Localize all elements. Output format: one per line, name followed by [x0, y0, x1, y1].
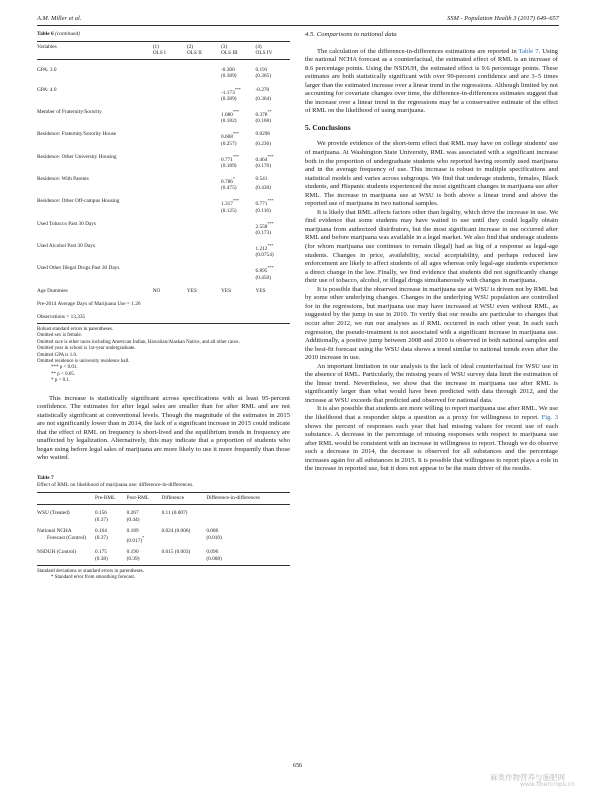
- table7-row: [37, 523, 290, 535]
- table6-cell: [187, 192, 221, 208]
- table7-post: 0.267: [126, 510, 139, 517]
- table6-cell: [187, 169, 221, 185]
- table6-significance-note: ** p < 0.05.: [51, 371, 76, 377]
- table6-footer-row: [37, 307, 290, 323]
- table6: [37, 41, 290, 324]
- conclusions-paragraph-3: It is possible that the observed increase in marijuana use at WSU is driven not by RML but by some other underlying changes. Changes in the underlying WSU population are controlled for in the regressions, but marijuana use may have increased at WSU even without RML, as suggested by the jump in use in 2010. To verify that our results are particular to changes that occur after 2012, we run our analyses as if RML occurred in each other year. In each such regression, the pseudo-treatment is not associated with a significant increase in marijuana use. Additionally, a positive jump between 2008 and 2010 is observed in both national samples and the best-fit forecast using the WSU data shows a trend similar to national trends even after the 2010 increase in use.: [305, 285, 558, 362]
- table6-cell: 0.668***: [221, 131, 239, 140]
- table6-footer-cell: Observations = 13,335: [37, 313, 86, 320]
- table6-cell: 0.771***: [255, 198, 274, 208]
- table7-note: Standard deviations or standard errors in parentheses.: [37, 568, 145, 574]
- table6-row-label: Age Dummies: [37, 287, 68, 294]
- conclusions-paragraph-5: [305, 405, 558, 473]
- section-4-5-paragraph: [305, 48, 558, 116]
- running-header-authors: A.M. Miller et al.: [37, 15, 82, 22]
- table6-cell: [187, 259, 221, 275]
- table6-se-cell: (0.475): [221, 185, 237, 192]
- table7-post-se: (0.017)*: [126, 534, 145, 544]
- table6-cell: [153, 237, 187, 253]
- significance-stars: ***: [267, 153, 274, 159]
- figure3-link[interactable]: Fig. 3: [541, 413, 559, 421]
- table6-note: Omitted residence is university residence hall.: [37, 358, 130, 364]
- conclusions-paragraph-2: It is likely that RML affects factors other than legality, which drive the increase in use. We find evidence that some students may have waited to use until they could legally obtain marijuana from authorized distributors, but the most significant increase in use occurred after RML and before marijuana was available in a legal market. We also find that underage students (for whom marijuana use continues to remain illegal) had as big of a response as legal-age students. Changes in price, availability, social acceptability, and perhaps reduced law enforcement are likely to affect students of all ages whereas only legal-age students experience a direct change in the law. Finally, we find evidence that students did not significantly change their use of tobacco, alcohol, or illegal drugs simultaneously with changes in marijuana.: [305, 208, 558, 285]
- table7-label: Table 7: [37, 474, 54, 481]
- conclusions-paragraph-4: An important limitation in our analysis is the lack of ideal counterfactual for WSU use in the absence of RML. Particularly, the missing years of WSU survey data limit the estimation of the linear trend. Nevertheless, we show that the increase in marijuana use after RML is significantly larger than what would have been predicted with data through 2012, and the increase at WSU exceeds that predicted and observed for national data.: [305, 362, 558, 404]
- table6-cell: 0.378**: [255, 108, 272, 118]
- table7-difference: 0.024 (0.006): [161, 528, 191, 535]
- table6-row: [37, 169, 290, 185]
- table6-cell: 6.895***: [255, 265, 274, 275]
- table7-did-se: (0.010): [206, 534, 222, 541]
- significance-stars: **: [267, 108, 272, 114]
- table6-cell: [187, 60, 221, 74]
- table6-footer-cell: Pre-2014 Average Days of Marijuana Use = 1.26: [37, 300, 141, 307]
- table7-did: 0.086: [206, 528, 219, 535]
- table6-cell: [187, 80, 221, 96]
- table6-row-label: Residence: Other University Housing: [37, 153, 117, 160]
- table7-did: 0.096: [206, 549, 219, 556]
- table6-cell: [153, 102, 187, 118]
- table6-cell: [221, 259, 255, 275]
- table7-caption: [37, 475, 290, 489]
- table7-row: [37, 544, 290, 556]
- p1-text-b: . Using the national NCHA forecast as a counterfactual, the estimated effect of RML is an increase of 8.6 percentage points. Using the NSDUH, the estimated effect is 9.6 percentage points. These estimates are both statistically significant with over 99-percent confidence and are 3–5 times larger than the estimated increase over a linear trend in the regressions. Although limited by not accounting for covariate changes over time, the difference-in-differences estimates suggest that the increase over a linear trend in the regressions may be a conservative estimate of the effect of RML on the likelihood of using marijuana.: [305, 47, 558, 115]
- right-column: [305, 31, 558, 474]
- watermark-url: www.fibercrops.cn: [520, 781, 575, 788]
- table6-se-cell: (0.0754): [255, 252, 274, 259]
- table7-row: [37, 505, 290, 517]
- page-number: 656: [292, 762, 303, 769]
- table6-se-cell: (0.173): [255, 229, 271, 236]
- table6-note: Omitted race is other races including American Indian, Hawaiian/Alaskan Native, and all other races.: [37, 339, 240, 345]
- table7-column-header: Pre-RML: [95, 492, 127, 504]
- table7-column-header: Difference-in-differences: [206, 492, 290, 504]
- significance-stars: *: [232, 175, 235, 181]
- table6-se-cell: (0.170): [255, 162, 271, 169]
- table7-difference-se: [162, 535, 207, 544]
- table6-se-cell: (0.182): [221, 118, 237, 125]
- table7-post: 0.190: [126, 549, 139, 556]
- table7-difference-se: [162, 556, 207, 566]
- table6-row-label: GPA: 3.0: [37, 66, 57, 73]
- table6-cell: [187, 125, 221, 141]
- table7-column-header: Post-RML: [127, 492, 162, 504]
- table6-row: [37, 147, 290, 163]
- table6-column-header: (4) OLS IV: [256, 42, 290, 60]
- table6-cell: 0.786*: [221, 175, 235, 185]
- table6-column-header: (2) OLS II: [187, 42, 221, 60]
- table6-cell: [187, 102, 221, 118]
- table7-difference: 0.11 (0.007): [161, 510, 188, 517]
- p1-text-a: The calculation of the difference-in-differences estimations are reported in: [317, 47, 519, 55]
- table6-caption: [37, 31, 290, 38]
- table7-post-se: (0.44): [126, 516, 140, 523]
- table6-cell: [187, 214, 221, 230]
- table6-cell: -0.270: [255, 86, 270, 93]
- table6-se-cell: (0.236): [255, 140, 271, 147]
- table6-label: Table 6: [37, 31, 54, 37]
- table6-cell: 1.317***: [221, 198, 239, 208]
- table6-cell: [153, 169, 187, 185]
- p6-text-a: It is also possible that students are more willing to report marijuana use after RML. We use the likelihood that a responder skips a question as a proxy for willingness to report.: [305, 405, 558, 421]
- table7-note: * Standard error from smoothing forecast.: [51, 575, 136, 581]
- table6-note: Robust standard errors in parentheses.: [37, 326, 114, 332]
- table6-se-cell: (0.257): [221, 140, 237, 147]
- table6-body: [37, 60, 290, 323]
- table7-post: 0.189: [126, 528, 139, 535]
- table7-row-label: NSDUH (Control): [37, 549, 77, 556]
- table6-se-cell: (0.430): [255, 185, 271, 192]
- table7-link[interactable]: Table 7: [518, 47, 539, 55]
- table7-pre: 0.164: [95, 528, 107, 535]
- table7-se-row: [37, 535, 290, 544]
- table6-se-cell: (0.365): [255, 73, 271, 80]
- table6-cell: [153, 147, 187, 163]
- table6-se-cell: (0.125): [221, 207, 237, 214]
- significance-stars: ***: [232, 108, 239, 114]
- table6-row: [37, 237, 290, 253]
- table6-cell: [153, 125, 187, 141]
- table6-row-label: Used Tobacco Past 30 Days: [37, 220, 96, 227]
- table6-note: Omitted year in school is 1st-year undergraduate.: [37, 346, 136, 352]
- table6-row: [37, 214, 290, 230]
- table7-row-label-cont: Forecast (Control): [47, 534, 86, 541]
- table6-cell: -0.300: [221, 66, 235, 73]
- table7-se-row: [37, 556, 290, 566]
- table6-column-header: (3) OLS III: [221, 42, 255, 60]
- section-4-5-heading: 4.5. Comparisons to national data: [305, 31, 397, 38]
- section-5-heading: 5. Conclusions: [305, 122, 351, 132]
- table6-cell: [153, 80, 187, 96]
- table6-se-cell: (0.364): [255, 95, 271, 102]
- table6-row: [37, 125, 290, 141]
- table6-cell: 1.080***: [221, 108, 239, 118]
- table6-cell: YES: [186, 287, 197, 294]
- table7-pre: 0.156: [95, 510, 107, 517]
- table6-cell: NO: [152, 287, 161, 294]
- table6-cell: [187, 237, 221, 253]
- table6-cell: 1.212***: [255, 243, 274, 252]
- table6-footer-row: [37, 294, 290, 307]
- table7-pre-se: (0.37): [95, 534, 108, 541]
- left-body-paragraph: This increase is statistically significant across specifications with at least 95-percent confidence. The estimates for after legal sales are smaller than for after RML and are not statistically significant at conventional levels. Though the magnitude of the estimates in 2015 are not significantly lower than in 2014, the lack of a significant increase in 2015 could indicate that the effect of RML on frequency is short-lived and the equilibrium trends in frequency are unaffected by legalization. Alternatively, this may indicate that a proportion of students who began using before legal sales of marijuana are more likely to use it more frequently than those who waited.: [37, 394, 290, 462]
- table6-note: Omitted sex is female.: [37, 333, 82, 339]
- table6-se-cell: (0.116): [255, 207, 271, 214]
- table6-row: [37, 80, 290, 96]
- table7-column-header: [37, 492, 95, 504]
- table6-row-label: Member of Fraternity/Sorority: [37, 108, 102, 115]
- table6-cell: 0.771***: [221, 153, 239, 163]
- table7-body: [37, 505, 290, 566]
- table6-se-cell: (0.189): [221, 162, 237, 169]
- table7-difference: 0.015 (0.003): [161, 549, 191, 556]
- table6-cell: -1.173***: [221, 86, 241, 96]
- table6-row-label: Residence: Fraternity/Sorority House: [37, 131, 117, 138]
- table6-significance-note: * p < 0.1.: [51, 378, 71, 384]
- p6-text-b: shows the percent of responses each year that had missing values for recent use of each substance. A decrease in the percentage of missing responses with respect to marijuana use after RML would be consistent with an increase in willingness to report. Though we do observe such a decrease in 2014, the decrease is observed for all substances and the percentage increases again for all substances in 2015. It is possible that willingness to report plays a role in the increase in reported use, but it does not appear to be the main driver of the results.: [305, 422, 558, 473]
- table7-pre: 0.175: [95, 549, 107, 556]
- significance-stars: ***: [267, 265, 274, 271]
- table6-column-header: (1) OLS I: [153, 42, 187, 60]
- table7-row-label: WSU (Treated): [37, 510, 70, 517]
- significance-stars: ***: [267, 243, 274, 249]
- table6-row: [37, 102, 290, 118]
- table7-did-se: (0.008): [206, 555, 222, 562]
- table7-pre-se: (0.38): [95, 555, 108, 562]
- table6-cell: 0.191: [255, 66, 268, 73]
- table6-row: [37, 192, 290, 208]
- table6-cell: [153, 60, 187, 74]
- header-rule: [37, 25, 559, 26]
- table7: [37, 492, 290, 566]
- table6-cell: YES: [221, 287, 232, 294]
- table7-row-label-cont: [37, 556, 95, 566]
- table6-cell: 0.464***: [255, 153, 274, 163]
- table7-header-row: [37, 492, 290, 504]
- table6-se-cell: (0.168): [255, 118, 271, 125]
- table6-cell: [187, 147, 221, 163]
- table7-post-se: (0.39): [126, 555, 140, 562]
- table6-row-label: Residence: With Parents: [37, 175, 89, 182]
- table7-row-label: National NCHA: [37, 528, 72, 535]
- table6-significance-note: *** p < 0.01.: [51, 365, 78, 371]
- table6-notes: [37, 327, 290, 385]
- table6-cell: YES: [255, 287, 266, 294]
- table6-cell: 0.0296: [255, 131, 271, 138]
- table6-row-label: Used Alcohol Past 30 Days: [37, 243, 95, 250]
- table6-row-label: GPA: 4.0: [37, 86, 57, 93]
- table6-cell: [153, 214, 187, 230]
- table7-title: Effect of RML on likelihood of marijuana use: difference-in-differences.: [37, 481, 194, 488]
- table6-column-header: Variables: [37, 42, 153, 60]
- table6-cell: [221, 237, 255, 253]
- table7-column-header: Difference: [162, 492, 207, 504]
- left-column: [37, 31, 290, 581]
- significance-stars: ***: [232, 153, 239, 159]
- watermark-text: 麻类作物营养与施肥网: [490, 773, 565, 782]
- table6-row: [37, 281, 290, 294]
- table6-se-cell: (0.389): [221, 73, 237, 80]
- significance-stars: ***: [234, 86, 241, 92]
- table6-row: [37, 259, 290, 275]
- table7-notes: [37, 569, 290, 582]
- table6-row: [37, 60, 290, 74]
- table6-header-row: [37, 42, 290, 60]
- running-header-journal: SSM - Population Health 3 (2017) 649–657: [447, 15, 559, 22]
- table6-se-cell: (0.389): [221, 95, 237, 102]
- table6-cell: 0.541: [255, 175, 268, 182]
- table6-caption-suffix: (continued): [55, 31, 80, 37]
- table6-cell: 2.558***: [255, 220, 274, 230]
- significance-stars: ***: [267, 198, 274, 204]
- significance-stars: ***: [267, 220, 274, 226]
- table6-row-label: Used Other Illegal Drugs Past 30 Days: [37, 265, 120, 272]
- significance-stars: *: [142, 534, 145, 540]
- table7-did: [206, 505, 290, 517]
- table7-pre-se: (0.37): [95, 516, 108, 523]
- table6-cell: [153, 259, 187, 275]
- conclusions-paragraph-1: We provide evidence of the short-term effect that RML may have on college students' use of marijuana. At Washington State University, RML was associated with a significant increase both in the proportion of undergraduate students who reported having recently used marijuana and in the average frequency of use. This increase is robust to multiple specifications and statistical models and varies across subgroups. We find that underage students, females, Black students, and Hispanic students experienced the most significant changes in marijuana use after RML. The increase in marijuana use at WSU is both above a linear trend and above the reported use of marijuana in two national samples.: [305, 140, 558, 208]
- table6-row-label: Residence: Other Off-campus Housing: [37, 198, 120, 205]
- significance-stars: ***: [232, 131, 239, 137]
- table6-cell: [221, 214, 255, 230]
- table6-note: Omitted GPA is 1.0.: [37, 352, 78, 358]
- table6-cell: [153, 192, 187, 208]
- significance-stars: ***: [232, 198, 239, 204]
- table6-se-cell: (0.450): [255, 274, 271, 281]
